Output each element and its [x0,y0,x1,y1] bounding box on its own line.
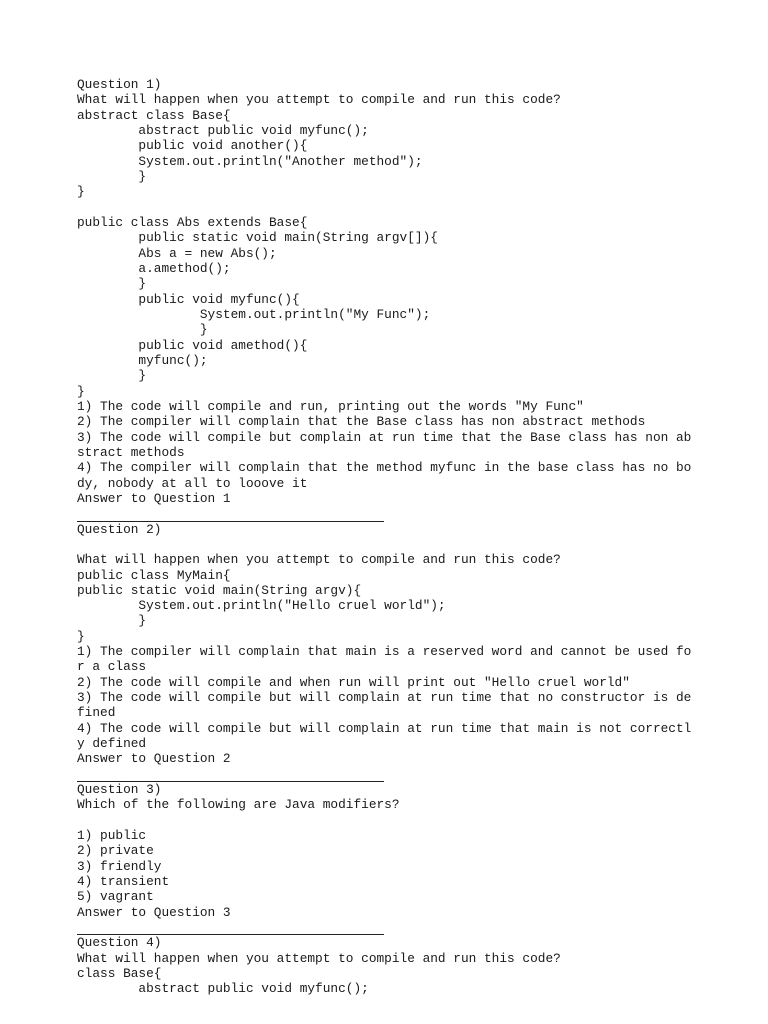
code-line: class Base{ [77,966,162,982]
answer-option: 3) The code will compile but will complain at run time that no constructor is de [77,690,692,706]
answer-option: r a class [77,659,147,675]
question-3-block [77,782,757,920]
answer-option: 4) transient [77,874,170,890]
answer-option: fined [77,705,116,721]
question-1-heading: Question 1) [77,77,162,92]
code-line: public void myfunc(){ [77,291,300,307]
code-line: public static void main(String argv){ [77,582,362,598]
code-line: Abs a = new Abs(); [77,245,277,261]
question-2-heading: Question 2) [77,521,162,537]
question-4-block [77,935,757,996]
answer-option: 3) friendly [77,858,162,874]
code-line: public static void main(String argv[]){ [77,230,438,246]
code-line: a.amethod(); [77,260,231,276]
question-4-heading: Question 4) [77,935,162,951]
answer-option: 2) The code will compile and when run will print out "Hello cruel world" [77,674,630,690]
code-line: } [77,628,85,644]
section-divider [77,920,384,935]
code-line: public void amethod(){ [77,337,308,353]
code-line: public class Abs extends Base{ [77,214,308,230]
question-2-block [77,522,757,767]
section-divider [77,506,384,521]
answer-option: 5) vagrant [77,889,154,905]
answer-option: 1) The compiler will complain that main is a reserved word and cannot be used fo [77,644,692,660]
code-line: } [77,383,85,399]
blank-line [77,537,757,552]
code-line: } [77,168,147,184]
code-line: } [77,322,208,338]
code-line: System.out.println("Another method"); [77,153,423,169]
question-1-block [77,77,757,506]
code-line: abstract public void myfunc(); [77,122,369,138]
code-line: } [77,368,147,384]
question-3-heading: Question 3) [77,782,162,798]
blank-line [77,813,757,828]
code-line: public void another(){ [77,138,308,154]
section-divider [77,767,384,782]
answer-option: 1) public [77,828,147,844]
document-page [77,77,757,997]
answer-option: 1) The code will compile and run, printing out the words "My Func" [77,398,584,414]
answer-option: 3) The code will compile but complain at run time that the Base class has non ab [77,429,692,445]
code-line: public class MyMain{ [77,567,231,583]
question-2-prompt: What will happen when you attempt to compile and run this code? [77,552,561,568]
code-line: myfunc(); [77,352,208,368]
answer-link-question-3[interactable]: Answer to Question 3 [77,904,231,920]
question-3-prompt: Which of the following are Java modifiers? [77,797,400,813]
code-line: abstract class Base{ [77,107,231,123]
code-line: abstract public void myfunc(); [77,981,369,997]
code-line: System.out.println("Hello cruel world"); [77,598,446,614]
answer-option: stract methods [77,444,185,460]
answer-link-question-1[interactable]: Answer to Question 1 [77,490,231,506]
answer-option: 4) The code will compile but will complain at run time that main is not correctl [77,720,692,736]
answer-option: 2) private [77,843,154,859]
answer-option: dy, nobody at all to looove it [77,475,308,491]
answer-link-question-2[interactable]: Answer to Question 2 [77,751,231,767]
question-1-prompt: What will happen when you attempt to compile and run this code? [77,92,561,108]
answer-option: y defined [77,736,147,752]
answer-option: 4) The compiler will complain that the method myfunc in the base class has no bo [77,460,692,476]
code-line: System.out.println("My Func"); [77,306,431,322]
code-line: } [77,276,147,292]
blank-line [77,200,757,215]
question-4-prompt: What will happen when you attempt to compile and run this code? [77,950,561,966]
code-line: } [77,184,85,200]
answer-option: 2) The compiler will complain that the Base class has non abstract methods [77,414,646,430]
code-line: } [77,613,147,629]
